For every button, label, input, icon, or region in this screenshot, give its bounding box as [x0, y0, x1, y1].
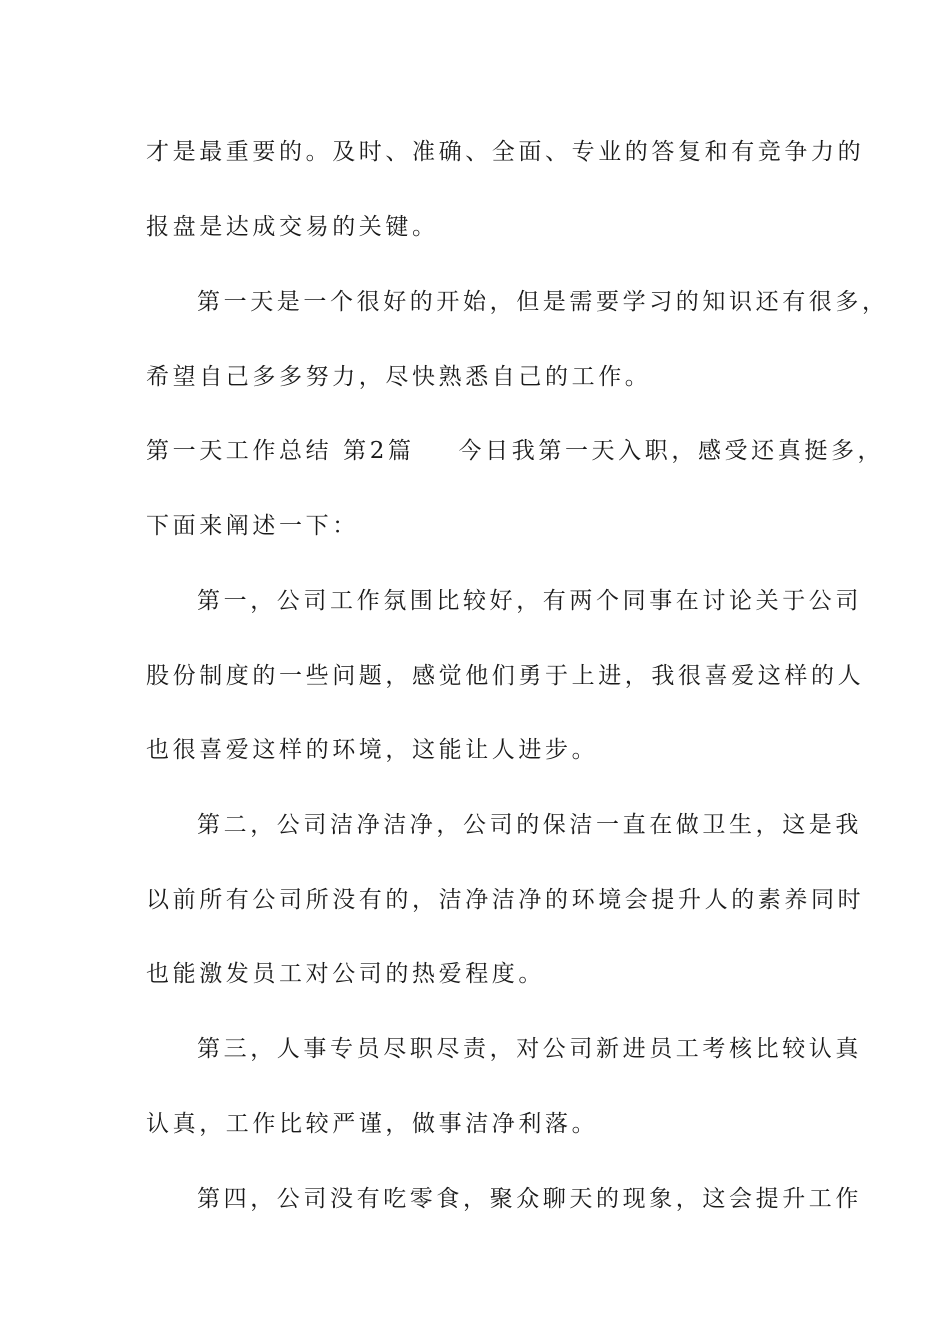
paragraph-line: 第二，公司洁净洁净，公司的保洁一直在做卫生，这是我	[197, 812, 862, 838]
paragraph-line: 也能激发员工对公司的热爱程度。	[146, 961, 545, 987]
section-heading-line	[146, 436, 885, 466]
paragraph-line: 第三，人事专员尽职尽责，对公司新进员工考核比较认真	[197, 1036, 862, 1062]
paragraph-line: 以前所有公司所没有的，洁净洁净的环境会提升人的素养同时	[146, 887, 865, 913]
paragraph-line: 第一，公司工作氛围比较好，有两个同事在讨论关于公司	[197, 588, 862, 614]
paragraph-line: 认真，工作比较严谨，做事洁净利落。	[146, 1111, 599, 1137]
paragraph-line: 报盘是达成交易的关键。	[146, 214, 439, 240]
paragraph-line: 才是最重要的。及时、准确、全面、专业的答复和有竞争力的	[146, 139, 865, 165]
paragraph-line: 下面来阐述一下：	[146, 513, 359, 539]
section-intro: 今日我第一天入职，感受还真挺多，	[458, 438, 885, 464]
section-heading: 第一天工作总结 第2篇	[146, 438, 415, 464]
paragraph-line: 希望自己多多努力，尽快熟悉自己的工作。	[146, 364, 652, 390]
paragraph-line: 第四，公司没有吃零食，聚众聊天的现象，这会提升工作	[197, 1186, 862, 1212]
paragraph-line: 第一天是一个很好的开始，但是需要学习的知识还有很多，	[197, 289, 889, 315]
paragraph-line: 也很喜爱这样的环境，这能让人进步。	[146, 737, 599, 763]
paragraph-line: 股份制度的一些问题，感觉他们勇于上进，我很喜爱这样的人	[146, 663, 865, 689]
